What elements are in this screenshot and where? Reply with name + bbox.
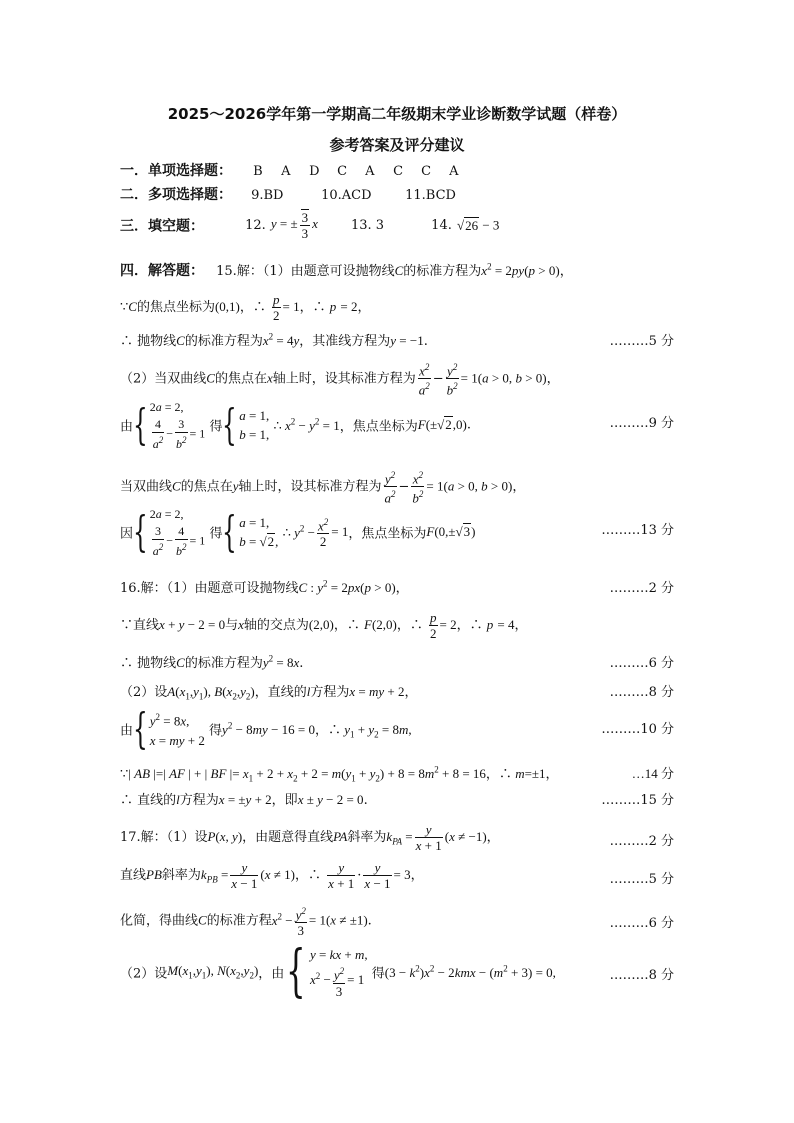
q15-line-4: （2）当双曲线C的焦点在x轴上时，设其标准方程为 $\frac{x^2}{a^2}$ − $\frac{y^2}{b^2}$ = 1(a > 0, b > 0)， <box>120 362 560 398</box>
q17-line-1: 17.解：（1）设P(x, y)，由题意得直线PA斜率为$k_{PA}$ = $\frac{y}{x + 1}$ (x ≠ −1)， ………2 分 <box>120 822 674 853</box>
q17-line-3: 化简，得曲线C的标准方程$x^2$ − $\frac{y^2}{3}$ = 1(x ≠ ±1). ………6 分 <box>120 906 674 939</box>
text: ，直线的 <box>254 685 307 700</box>
section-label: 一．单项选择题： <box>120 163 232 179</box>
q15-line-3: ∴ 抛物线C的标准方程为$x^2 = 4y$，其准线方程为y = −1. ………5 分 <box>120 331 674 349</box>
q12-prefix: 12. <box>245 218 266 233</box>
text: ，即 <box>271 793 298 808</box>
text: 的焦点坐标为 <box>136 300 215 315</box>
score: ………10 分 <box>601 722 674 737</box>
answer-3: D <box>309 164 320 179</box>
text: 斜率为 <box>161 868 201 883</box>
q15-line-6: 当双曲线C的焦点在y轴上时，设其标准方程为 $\frac{y^2}{a^2}$ − $\frac{x^2}{b^2}$ = 1(a > 0, b > 0)， <box>120 470 526 506</box>
score: ………6 分 <box>609 916 674 931</box>
answer-4: C <box>337 164 348 179</box>
text: 方程为 <box>310 685 350 700</box>
text: ，其准线方程为 <box>299 334 391 349</box>
single-choice-answers <box>253 164 477 179</box>
text: 得 <box>371 966 385 982</box>
text: 的焦点在 <box>214 371 267 387</box>
text: ，由题意得直线 <box>242 830 334 845</box>
score: ………13 分 <box>601 523 674 538</box>
text: 抛物线 <box>137 334 177 349</box>
text: 方程为 <box>179 793 219 808</box>
text: 的标准方程 <box>206 913 272 929</box>
q14-prefix: 14. <box>431 218 452 233</box>
q16-line-4: （2）设$A(x_1,y_1)$, $B(x_2,y_2)$，直线的l方程为x = my + 2， ………8 分 <box>120 681 674 702</box>
text: 直线 <box>120 868 147 883</box>
q13-answer: 13. 3 <box>351 218 385 233</box>
text: 由 <box>120 419 134 435</box>
q14-answer: √26 − 3 <box>456 217 500 233</box>
section-label: 二．多项选择题： <box>120 187 232 203</box>
q16-line-5: 由{ $y^2 = 8x$, x = my + 2 得$y^2 - 8my - 16 = 0$，∴ $y_1 + y_2 = 8m$, ………10 分 <box>120 704 674 753</box>
section-multi-choice <box>120 184 456 204</box>
text: 轴上时，设其标准方程为 <box>272 371 416 387</box>
text: 的焦点在 <box>180 479 233 495</box>
q12-answer: y = ± $\frac{3}{3}$ x <box>270 210 318 241</box>
score: ………2 分 <box>609 581 674 596</box>
section-fill-blank <box>120 210 499 241</box>
text: 与 <box>225 618 239 633</box>
q16-line-3: ∴ 抛物线C的标准方程为$y^2 = 8x$. ………6 分 <box>120 653 674 671</box>
q15-line-1: 四．解答题： 15.解：（1）由题意可设抛物线C的标准方程为$x^2 = 2py(p > 0)$， <box>120 261 573 279</box>
q16-line-6: ∵| AB |=| AF | + | BF |= $x_1 + 2 + x_2 + 2 = m(y_1 + y_2) + 8 = 8m^2 + 8 = 16$，∴ m=±1， …14 分 <box>120 764 674 784</box>
text: 15.解：（1）由题意可设抛物线 <box>216 264 395 279</box>
page-subtitle: 参考答案及评分建议 <box>329 136 465 154</box>
text: 轴上时，设其标准方程为 <box>238 479 382 495</box>
score: ………5 分 <box>609 872 674 887</box>
score: …14 分 <box>631 766 674 781</box>
answer-11: 11.BCD <box>405 188 456 203</box>
text: 轴的交点为 <box>243 618 309 633</box>
q16-line-7: ∴ 直线的l方程为x = ±y + 2，即x ± y − 2 = 0. ………15 分 <box>120 789 674 808</box>
q16-line-2: ∵直线x + y − 2 = 0与x轴的交点为(2,0)，∴ F(2,0)，∴ $\frac{p}{2}$ = 2，∴ p = 4， <box>120 610 528 641</box>
q17-line-4: （2）设$M(x_1,y_1)$, $N(x_2,y_2)$，由{ y = kx + m, $x^2$ − $\frac{y^2}{3}$ = 1 得$(3 - k^2)x^2 - 2kmx - (m^2 + 3) = 0$, ………8 分 <box>120 939 674 1004</box>
score: ………9 分 <box>609 416 674 431</box>
answer-9: 9.BD <box>251 188 284 203</box>
text: 得 <box>209 723 223 739</box>
text: 17.解：（1）设 <box>120 830 208 845</box>
answer-6: C <box>393 164 404 179</box>
text: 抛物线 <box>137 656 177 671</box>
text: 的标准方程为 <box>184 656 263 671</box>
answer-7: C <box>421 164 432 179</box>
score: ………5 分 <box>609 334 674 349</box>
section-single-choice <box>120 160 477 180</box>
q15-line-7: 因{ 2a = 2, $\frac{3}{a^2}$ − $\frac{4}{b^2}$ = 1 得{ a = 1, b = √2, ∴ $y^2$ − $\frac{x^2}{2}$ = 1，焦点坐标为F(0,±√3) ………13 分 <box>120 507 674 558</box>
page-title: 2025～2026学年第一学期高二年级期末学业诊断数学试题（样卷） <box>167 105 627 123</box>
q15-line-2: ∵C的焦点坐标为(0,1)，∴ $\frac{p}{2}$ = 1，∴ p = 2， <box>120 292 371 323</box>
answer-5: A <box>365 164 375 179</box>
q15-line-5: 由{ 2a = 2, $\frac{4}{a^2}$ − $\frac{3}{b^2}$ = 1 得{ a = 1, b = 1, ∴ $x^2 - y^2 = 1$，焦点坐标为F(±√2,0). ………9 分 <box>120 400 674 451</box>
q17-line-2: 直线PB斜率为$k_{PB}$ = $\frac{y}{x - 1}$ (x ≠ 1)，∴ $\frac{y}{x + 1}$ · $\frac{y}{x - 1}$ = 3， ………5 分 <box>120 860 674 891</box>
text: （2）设 <box>120 966 168 982</box>
score: ………8 分 <box>609 685 674 700</box>
text: ，焦点坐标为 <box>339 419 418 435</box>
text: 的标准方程为 <box>403 264 482 279</box>
answer-1: B <box>253 164 263 179</box>
text: 直线的 <box>137 793 177 808</box>
section-label: 四．解答题： <box>120 263 204 279</box>
answer-2: A <box>281 164 291 179</box>
text: 当双曲线 <box>120 479 173 495</box>
score: ………8 分 <box>609 968 674 983</box>
text: ，焦点坐标为 <box>348 526 427 542</box>
text: 得 <box>209 419 223 435</box>
score: ………15 分 <box>601 793 674 808</box>
text: （2）设 <box>120 685 168 700</box>
answer-8: A <box>449 164 459 179</box>
text: 化简，得曲线 <box>120 913 199 929</box>
text: 得 <box>209 526 223 542</box>
score: ………2 分 <box>609 834 674 849</box>
section-label: 三．填空题： <box>120 218 204 235</box>
answer-10: 10.ACD <box>321 188 372 203</box>
score: ………6 分 <box>609 656 674 671</box>
text: 由 <box>120 723 134 739</box>
q16-line-1: 16.解：（1）由题意可设抛物线C : $y^2 = 2px(p > 0)$， ………2 分 <box>120 578 674 596</box>
text: 因 <box>120 526 134 542</box>
text: 16.解：（1）由题意可设抛物线 <box>120 581 299 596</box>
text: （2）当双曲线 <box>120 371 207 387</box>
text: 直线 <box>133 618 160 633</box>
text: ，由 <box>258 966 285 982</box>
text: 的标准方程为 <box>184 334 263 349</box>
text: 斜率为 <box>347 830 387 845</box>
